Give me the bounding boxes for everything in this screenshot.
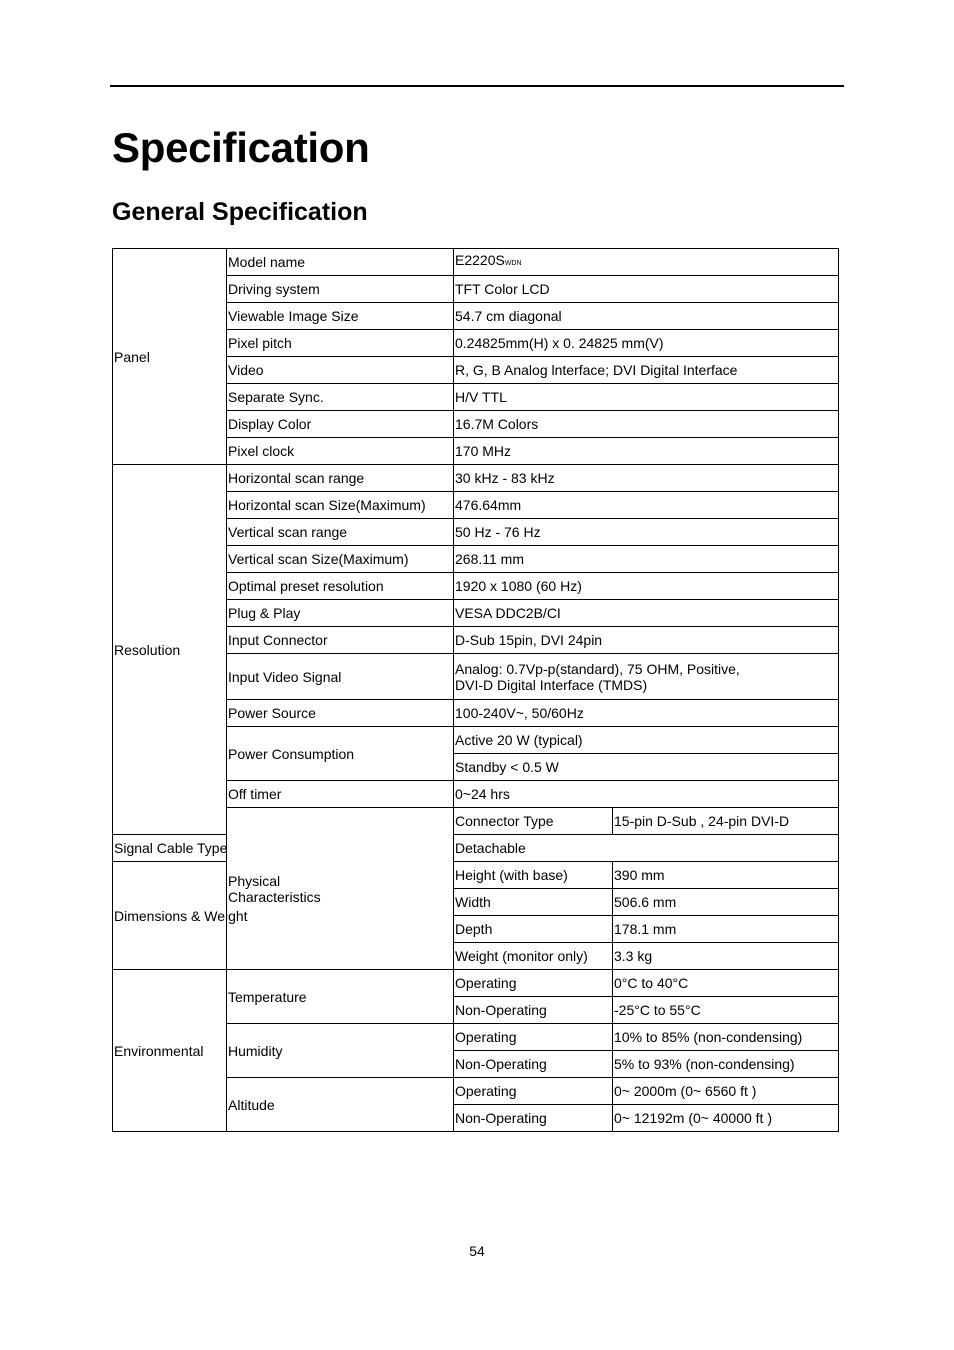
- spec-label: Dimensions & Weight: [113, 862, 227, 970]
- spec-value: Active 20 W (typical): [454, 727, 839, 754]
- model-name-value: E2220S: [455, 252, 505, 268]
- spec-value: 0~24 hrs: [454, 781, 839, 808]
- spec-value: 50 Hz - 76 Hz: [454, 519, 839, 546]
- spec-label: Off timer: [227, 781, 454, 808]
- page-number: 54: [469, 1243, 485, 1259]
- spec-label: Pixel clock: [227, 438, 454, 465]
- category-physical-line2: Characteristics: [228, 888, 321, 905]
- top-rule: [110, 85, 844, 87]
- spec-label: Input Connector: [227, 627, 454, 654]
- spec-value: 506.6 mm: [613, 889, 839, 916]
- spec-value: 178.1 mm: [613, 916, 839, 943]
- category-environmental: Environmental: [113, 970, 227, 1132]
- table-row: [113, 835, 839, 862]
- spec-label: Connector Type: [454, 808, 613, 835]
- spec-value: Standby < 0.5 W: [454, 754, 839, 781]
- spec-value: R, G, B Analog lnterface; DVI Digital Interface: [454, 357, 839, 384]
- page-title: Specification: [112, 124, 370, 171]
- spec-value: [454, 654, 839, 700]
- spec-label: Plug & Play: [227, 600, 454, 627]
- model-name-suffix: WDN: [504, 260, 522, 267]
- spec-value: 0°C to 40°C: [613, 970, 839, 997]
- table-row: [113, 862, 839, 889]
- spec-label: Humidity: [227, 1024, 454, 1078]
- spec-sublabel: Weight (monitor only): [454, 943, 613, 970]
- spec-sublabel: Operating: [454, 1024, 613, 1051]
- spec-label: Input Video Signal: [227, 654, 454, 700]
- spec-label: Vertical scan Size(Maximum): [227, 546, 454, 573]
- spec-value: 54.7 cm diagonal: [454, 303, 839, 330]
- spec-label: Model name: [227, 249, 454, 276]
- table-row: [113, 249, 839, 276]
- spec-value: 15-pin D-Sub , 24-pin DVI-D: [613, 808, 839, 835]
- spec-sublabel: Depth: [454, 916, 613, 943]
- spec-sublabel: Operating: [454, 970, 613, 997]
- category-panel: Panel: [113, 249, 227, 465]
- spec-label: Altitude: [227, 1078, 454, 1132]
- spec-label: Power Consumption: [227, 727, 454, 781]
- spec-label: Power Source: [227, 700, 454, 727]
- spec-value: 0~ 2000m (0~ 6560 ft ): [613, 1078, 839, 1105]
- spec-value: VESA DDC2B/CI: [454, 600, 839, 627]
- spec-sublabel: Operating: [454, 1078, 613, 1105]
- spec-value: TFT Color LCD: [454, 276, 839, 303]
- spec-value: 3.3 kg: [613, 943, 839, 970]
- category-resolution: Resolution: [113, 465, 227, 835]
- spec-value: 476.64mm: [454, 492, 839, 519]
- input-video-signal-line2: DVI-D Digital Interface (TMDS): [455, 676, 648, 693]
- spec-value: Detachable: [454, 835, 839, 862]
- spec-label: Viewable Image Size: [227, 303, 454, 330]
- spec-sublabel: Non-Operating: [454, 1105, 613, 1132]
- input-video-signal-line1: Analog: 0.7Vp-p(standard), 75 OHM, Positive,: [455, 660, 740, 677]
- spec-sublabel: Height (with base): [454, 862, 613, 889]
- spec-label: Optimal preset resolution: [227, 573, 454, 600]
- spec-value: 1920 x 1080 (60 Hz): [454, 573, 839, 600]
- spec-label: Driving system: [227, 276, 454, 303]
- spec-sublabel: Non-Operating: [454, 997, 613, 1024]
- spec-label: Vertical scan range: [227, 519, 454, 546]
- spec-label: Display Color: [227, 411, 454, 438]
- category-physical: [227, 808, 454, 970]
- spec-value: 0.24825mm(H) x 0. 24825 mm(V): [454, 330, 839, 357]
- spec-label: Horizontal scan Size(Maximum): [227, 492, 454, 519]
- spec-value: [454, 249, 839, 276]
- category-physical-line1: Physical: [228, 872, 281, 889]
- spec-value: 170 MHz: [454, 438, 839, 465]
- section-title: General Specification: [112, 198, 368, 226]
- spec-value: D-Sub 15pin, DVI 24pin: [454, 627, 839, 654]
- spec-sublabel: Width: [454, 889, 613, 916]
- table-row: [113, 970, 839, 997]
- spec-value: 268.11 mm: [454, 546, 839, 573]
- spec-value: 30 kHz - 83 kHz: [454, 465, 839, 492]
- spec-value: 16.7M Colors: [454, 411, 839, 438]
- table-row: [113, 465, 839, 492]
- spec-value: 100-240V~, 50/60Hz: [454, 700, 839, 727]
- spec-value: -25°C to 55°C: [613, 997, 839, 1024]
- spec-label: Pixel pitch: [227, 330, 454, 357]
- spec-value: 10% to 85% (non-condensing): [613, 1024, 839, 1051]
- spec-label: Video: [227, 357, 454, 384]
- spec-label: Temperature: [227, 970, 454, 1024]
- spec-label: Separate Sync.: [227, 384, 454, 411]
- spec-value: H/V TTL: [454, 384, 839, 411]
- spec-value: 0~ 12192m (0~ 40000 ft ): [613, 1105, 839, 1132]
- spec-label: Signal Cable Type: [113, 835, 227, 862]
- spec-sublabel: Non-Operating: [454, 1051, 613, 1078]
- spec-label: Horizontal scan range: [227, 465, 454, 492]
- spec-value: 390 mm: [613, 862, 839, 889]
- spec-value: 5% to 93% (non-condensing): [613, 1051, 839, 1078]
- spec-table: [112, 248, 839, 1132]
